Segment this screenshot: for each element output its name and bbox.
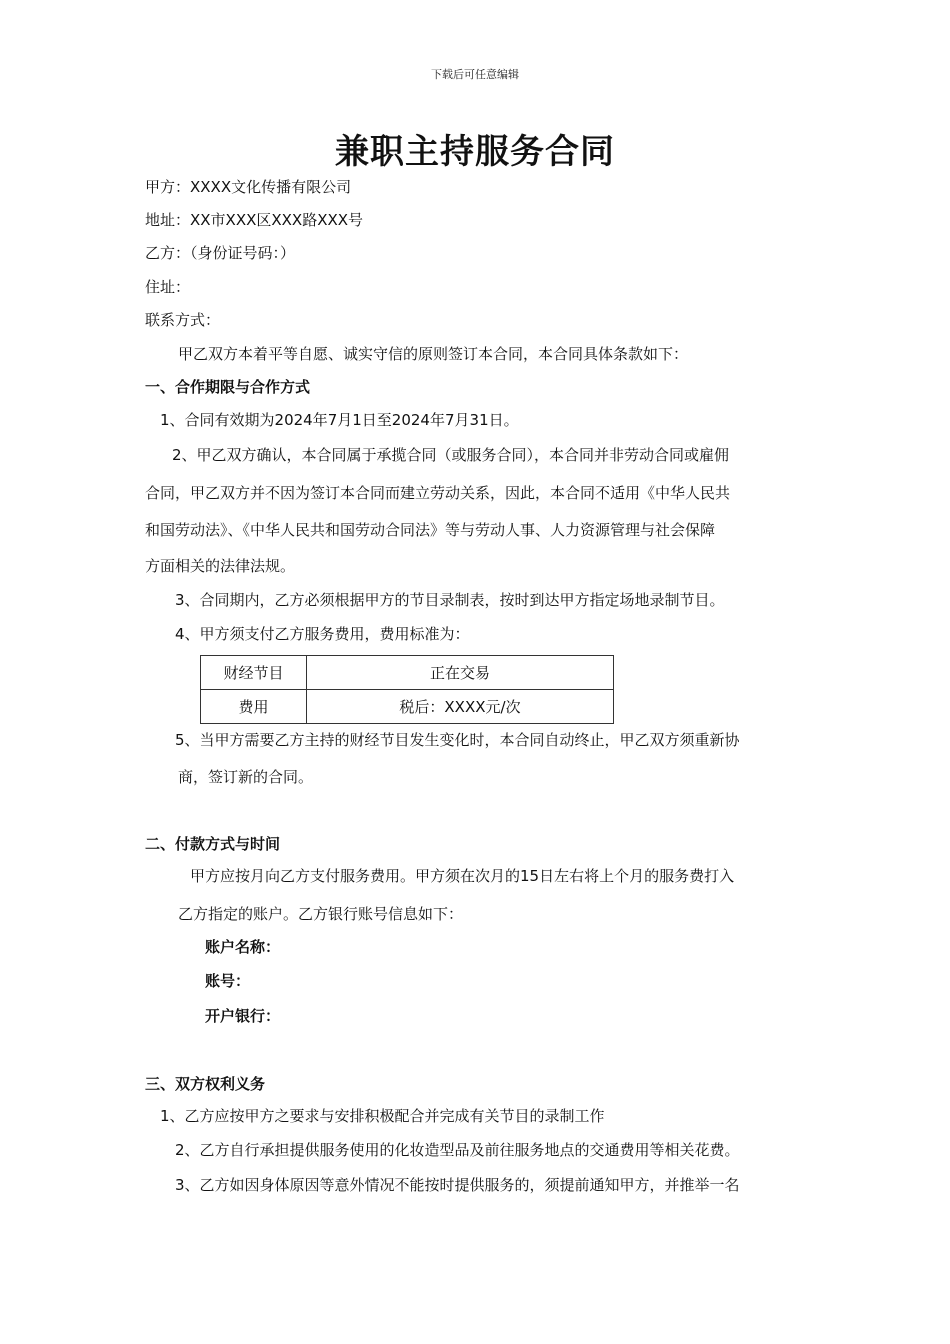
section-3-item-3: 3、乙方如因身体原因等意外情况不能按时提供服务的，须提前通知甲方，并推举一名: [175, 1176, 740, 1194]
section-1-heading: 一、合作期限与合作方式: [145, 378, 311, 396]
section-1-item-5-line-1: 5、当甲方需要乙方主持的财经节目发生变化时，本合同自动终止，甲乙双方须重新协: [175, 731, 740, 749]
party-b: 乙方：（身份证号码：）: [145, 244, 296, 262]
bank-label: 开户银行：: [205, 1007, 281, 1025]
contact: 联系方式：: [145, 311, 221, 329]
section-1-item-2-line-4: 方面相关的法律法规。: [145, 557, 296, 575]
section-1-item-2-line-3: 和国劳动法》、《中华人民共和国劳动合同法》等与劳动人事、人力资源管理与社会保障: [145, 521, 716, 539]
section-1-item-1: 1、合同有效期为2024年7月1日至2024年7月31日。: [160, 411, 519, 429]
section-1-item-3: 3、合同期内，乙方必须根据甲方的节目录制表，按时到达甲方指定场地录制节目。: [175, 591, 725, 609]
section-1-item-2-line-1: 2、甲乙双方确认，本合同属于承揽合同（或服务合同），本合同并非劳动合同或雇佣: [172, 446, 730, 464]
table-row: [201, 690, 614, 724]
intro-paragraph: 甲乙双方本着平等自愿、诚实守信的原则签订本合同，本合同具体条款如下：: [178, 345, 689, 363]
section-3-item-2: 2、乙方自行承担提供服务使用的化妆造型品及前往服务地点的交通费用等相关花费。: [175, 1141, 740, 1159]
section-1-item-4: 4、甲方须支付乙方服务费用，费用标准为：: [175, 625, 470, 643]
section-2-paragraph-line-2: 乙方指定的账户。乙方银行账号信息如下：: [178, 905, 464, 923]
residence: 住址：: [145, 278, 191, 296]
account-name-label: 账户名称：: [205, 938, 281, 956]
fee-table: [200, 655, 614, 724]
section-3-heading: 三、双方权利义务: [145, 1075, 266, 1093]
header-note: 下载后可任意编辑: [431, 68, 519, 81]
section-3-item-1: 1、乙方应按甲方之要求与安排积极配合并完成有关节目的录制工作: [160, 1107, 605, 1125]
document-title: 兼职主持服务合同: [335, 132, 615, 172]
table-cell: 税后：XXXX元/次: [307, 690, 614, 724]
section-1-item-2-line-2: 合同，甲乙双方并不因为签订本合同而建立劳动关系，因此，本合同不适用《中华人民共: [145, 484, 731, 502]
table-cell: 财经节目: [201, 656, 307, 690]
section-2-paragraph-line-1: 甲方应按月向乙方支付服务费用。甲方须在次月的15日左右将上个月的服务费打入: [190, 867, 735, 885]
party-a: 甲方：XXXX文化传播有限公司: [145, 178, 352, 196]
section-1-item-5-line-2: 商，签订新的合同。: [178, 768, 314, 786]
account-number-label: 账号：: [205, 972, 251, 990]
section-2-heading: 二、付款方式与时间: [145, 835, 281, 853]
table-cell: 正在交易: [307, 656, 614, 690]
table-cell: 费用: [201, 690, 307, 724]
address: 地址：XX市XXX区XXX路XXX号: [145, 211, 364, 229]
table-row: [201, 656, 614, 690]
